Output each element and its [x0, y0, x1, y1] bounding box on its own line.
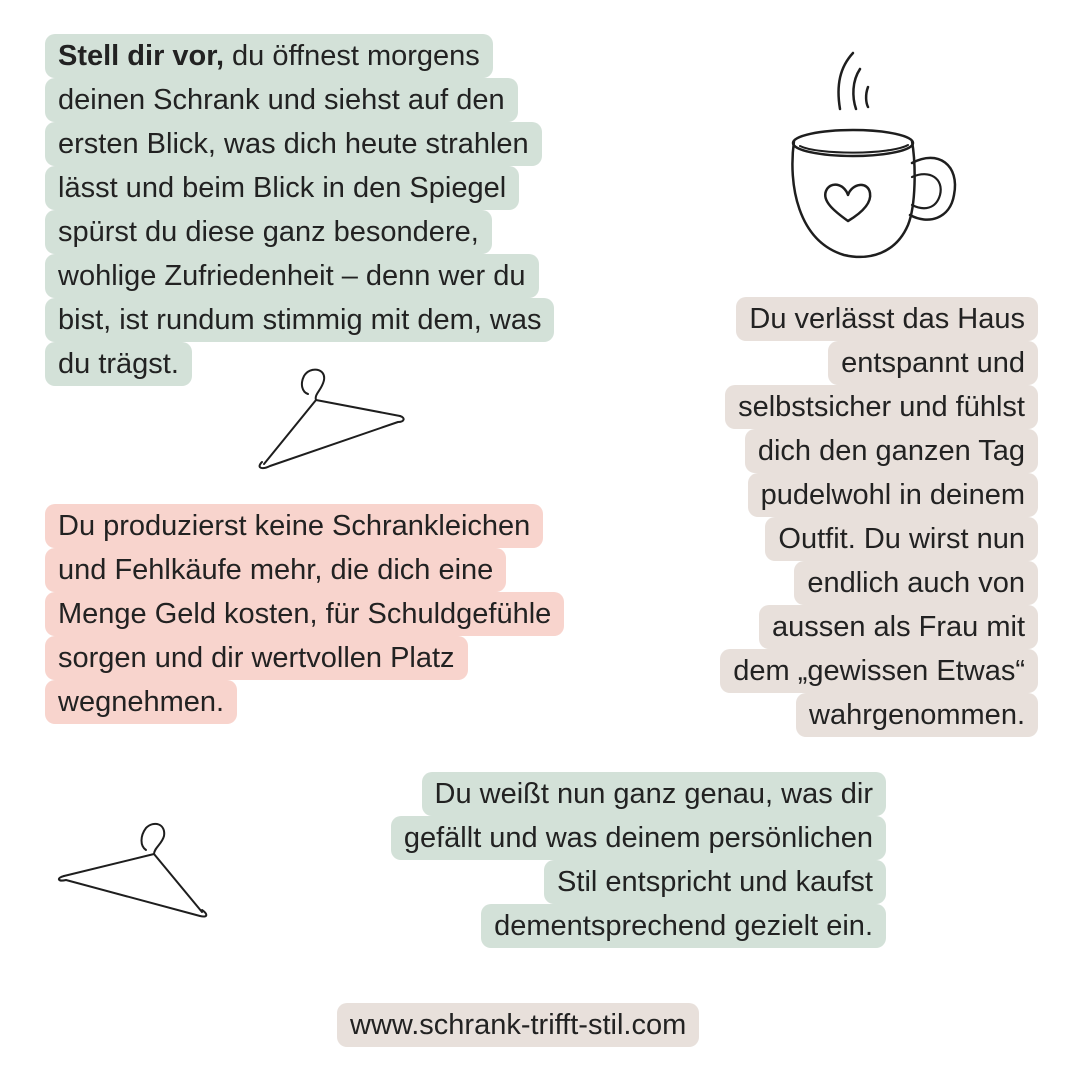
text-line: deinen Schrank und siehst auf den	[45, 78, 518, 122]
no-bad-purchases-text-block	[45, 504, 564, 724]
text-line: Stil entspricht und kaufst	[544, 860, 886, 904]
text-line: pudelwohl in deinem	[748, 473, 1038, 517]
text-line: du trägst.	[45, 342, 192, 386]
intro-text-block	[45, 34, 554, 386]
bold-lead: Stell dir vor,	[58, 40, 224, 72]
text-line: dementsprechend gezielt ein.	[481, 904, 886, 948]
website-url[interactable]	[337, 1003, 699, 1047]
hanger-icon	[54, 818, 214, 928]
text-line: dich den ganzen Tag	[745, 429, 1038, 473]
text-line: wahrgenommen.	[796, 693, 1038, 737]
text-line: und Fehlkäufe mehr, die dich eine	[45, 548, 506, 592]
text-line: dem „gewissen Etwas“	[720, 649, 1038, 693]
text-line: sorgen und dir wertvollen Platz	[45, 636, 468, 680]
text-line: entspannt und	[828, 341, 1038, 385]
confidence-text-block	[720, 297, 1038, 737]
text-line: Du verlässt das Haus	[736, 297, 1038, 341]
text-line: Menge Geld kosten, für Schuldgefühle	[45, 592, 564, 636]
personal-style-text-block	[391, 772, 886, 948]
text-line: endlich auch von	[794, 561, 1038, 605]
text-line: Outfit. Du wirst nun	[765, 517, 1038, 561]
website-url-label[interactable]: www.schrank-trifft-stil.com	[337, 1003, 699, 1047]
text-line: aussen als Frau mit	[759, 605, 1038, 649]
text-line: selbstsicher und fühlst	[725, 385, 1038, 429]
text-line: ersten Blick, was dich heute strahlen	[45, 122, 542, 166]
text-line: Du weißt nun ganz genau, was dir	[422, 772, 886, 816]
text-line: Du produzierst keine Schrankleichen	[45, 504, 543, 548]
coffee-mug-heart-icon	[778, 45, 958, 265]
text-line: lässt und beim Blick in den Spiegel	[45, 166, 519, 210]
text-line: gefällt und was deinem persönlichen	[391, 816, 886, 860]
text-line: Stell dir vor, du öffnest morgens	[45, 34, 493, 78]
text-line: wegnehmen.	[45, 680, 237, 724]
text-line: spürst du diese ganz besondere,	[45, 210, 492, 254]
hanger-icon	[252, 366, 412, 481]
text-line: wohlige Zufriedenheit – denn wer du	[45, 254, 539, 298]
text-line: bist, ist rundum stimmig mit dem, was	[45, 298, 554, 342]
